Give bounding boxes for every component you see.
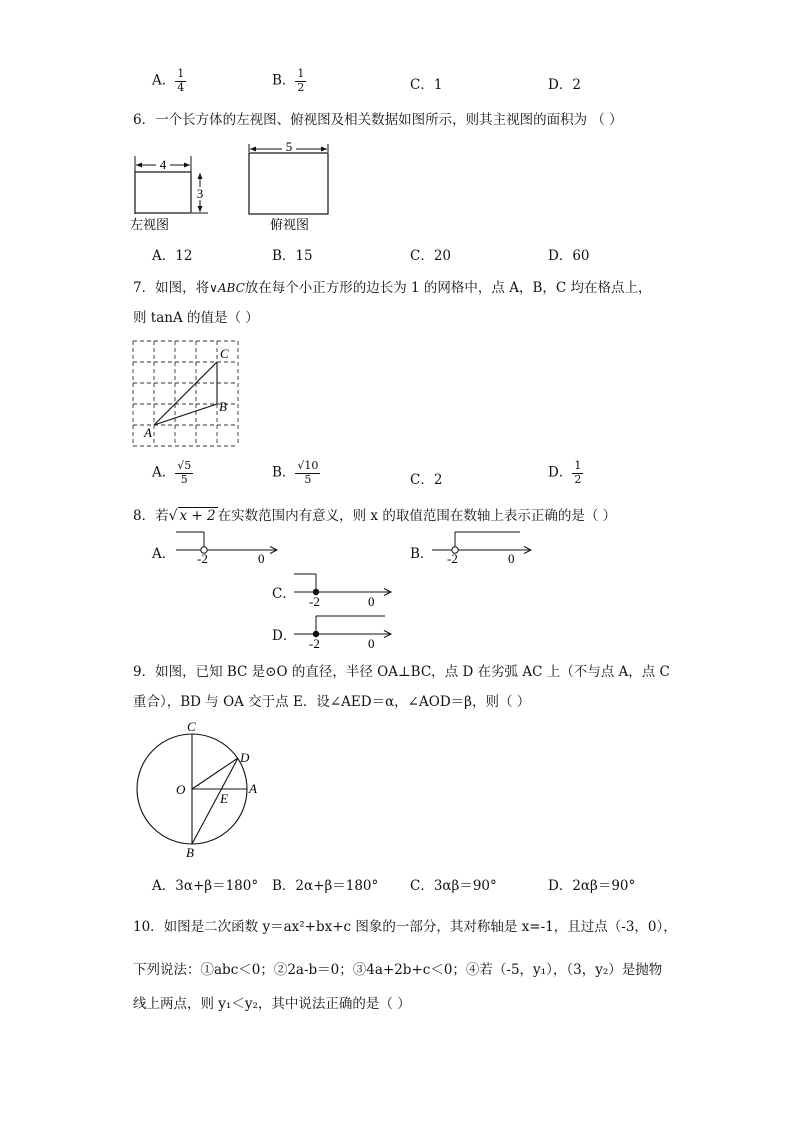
q5-option-b[interactable]: B． $\frac{1}{2}$ (272, 67, 305, 94)
q8-option-b[interactable]: B． (410, 546, 434, 562)
fraction: $\frac{√5}{5}$ (177, 459, 192, 486)
q8-number-line-b (428, 528, 538, 566)
left-view-caption: 左视图 (130, 217, 170, 232)
point-b-label: B (219, 399, 227, 414)
q7-option-d[interactable]: D． $\frac{1}{2}$ (548, 459, 582, 486)
point-a-label: A (249, 781, 257, 796)
point-b-label: B (186, 845, 194, 860)
q7-option-a[interactable]: A． $\frac{√5}{5}$ (152, 459, 192, 486)
fraction: $\frac{1}{2}$ (574, 459, 582, 486)
left-view (130, 156, 208, 232)
q10-line3: 线上两点，则 y₁＜y₂，其中说法正确的是（ ） (133, 996, 411, 1012)
top-width-label: 5 (285, 139, 293, 154)
q6-option-b[interactable]: B．15 (272, 248, 313, 264)
svg-text:0: 0 (368, 636, 375, 651)
q5-option-d[interactable]: D．2 (548, 77, 581, 93)
q6-figure (128, 136, 348, 236)
q7-grid-figure (128, 336, 248, 448)
svg-text:-2: -2 (309, 636, 320, 651)
point-d-label: D (240, 750, 250, 765)
point-o-label: O (176, 782, 186, 797)
q9-option-c[interactable]: C．3αβ＝90° (410, 878, 497, 894)
q7-stem-line1: 7．如图，将∨ABC放在每个小正方形的边长为 1 的网格中，点 A，B，C 均在格点上， (133, 280, 652, 296)
fraction: $\frac{1}{4}$ (177, 67, 185, 94)
left-width-label: 4 (159, 157, 167, 172)
q8-option-d[interactable]: D． (272, 628, 297, 644)
point-c-label: C (220, 346, 229, 361)
svg-text:-2: -2 (447, 551, 458, 566)
q9-stem-line2: 重合），BD 与 OA 交于点 E．设∠AED＝α，∠AOD＝β，则（ ） (133, 694, 531, 710)
q8-option-a[interactable]: A． (152, 546, 176, 562)
triangle-abc (154, 362, 217, 425)
q5-option-a[interactable]: A． $\frac{1}{4}$ (152, 67, 185, 94)
fraction: $\frac{√10}{5}$ (297, 459, 319, 486)
svg-text:-2: -2 (309, 594, 320, 609)
svg-text:0: 0 (508, 551, 515, 566)
q7-option-b[interactable]: B． $\frac{√10}{5}$ (272, 459, 319, 486)
top-view (249, 139, 328, 232)
q8-number-line-a (172, 528, 282, 566)
q10-line1: 10．如图是二次函数 y＝ax²+bx+c 图象的一部分，其对称轴是 x=-1，且过点（-3，0）， (133, 919, 677, 935)
q8-number-line-d (290, 612, 400, 652)
q9-circle-figure (130, 716, 270, 861)
q10-line2: 下列说法：①abc＜0；②2a-b＝0；③4a+2b+c＜0；④若（-5，y₁），（3，y₂）是抛物 (133, 962, 663, 978)
q8-number-line-c (290, 570, 400, 610)
svg-text:0: 0 (368, 594, 375, 609)
left-height-label: 3 (196, 186, 204, 201)
q8-option-c[interactable]: C． (272, 586, 296, 602)
q6-option-d[interactable]: D．60 (548, 248, 590, 264)
svg-text:-2: -2 (197, 551, 208, 566)
point-e-label: E (220, 791, 228, 806)
fraction: $\frac{1}{2}$ (297, 67, 305, 94)
q5-option-c[interactable]: C．1 (410, 77, 443, 93)
q9-option-b[interactable]: B．2α+β＝180° (272, 878, 379, 894)
q6-option-c[interactable]: C．20 (410, 248, 452, 264)
point-a-label: A (144, 425, 152, 440)
q9-option-a[interactable]: A．3α+β＝180° (152, 878, 259, 894)
top-view-caption: 俯视图 (270, 217, 310, 232)
svg-text:0: 0 (258, 551, 265, 566)
q6-option-a[interactable]: A．12 (152, 248, 193, 264)
q7-option-c[interactable]: C．2 (410, 472, 443, 488)
q9-option-d[interactable]: D．2αβ＝90° (548, 878, 636, 894)
q6-stem: 6．一个长方体的左视图、俯视图及相关数据如图所示，则其主视图的面积为 （ ） (133, 112, 623, 128)
point-c-label: C (187, 719, 196, 734)
q8-stem: 8．若√ x + 2 在实数范围内有意义，则 x 的取值范围在数轴上表示正确的是（ ） (133, 508, 617, 524)
q9-stem-line1: 9．如图，已知 BC 是⊙O 的直径，半径 OA⊥BC，点 D 在劣弧 AC 上（不与点 A，点 C (133, 664, 670, 680)
q7-stem-line2: 则 tanA 的值是（ ） (133, 310, 259, 326)
